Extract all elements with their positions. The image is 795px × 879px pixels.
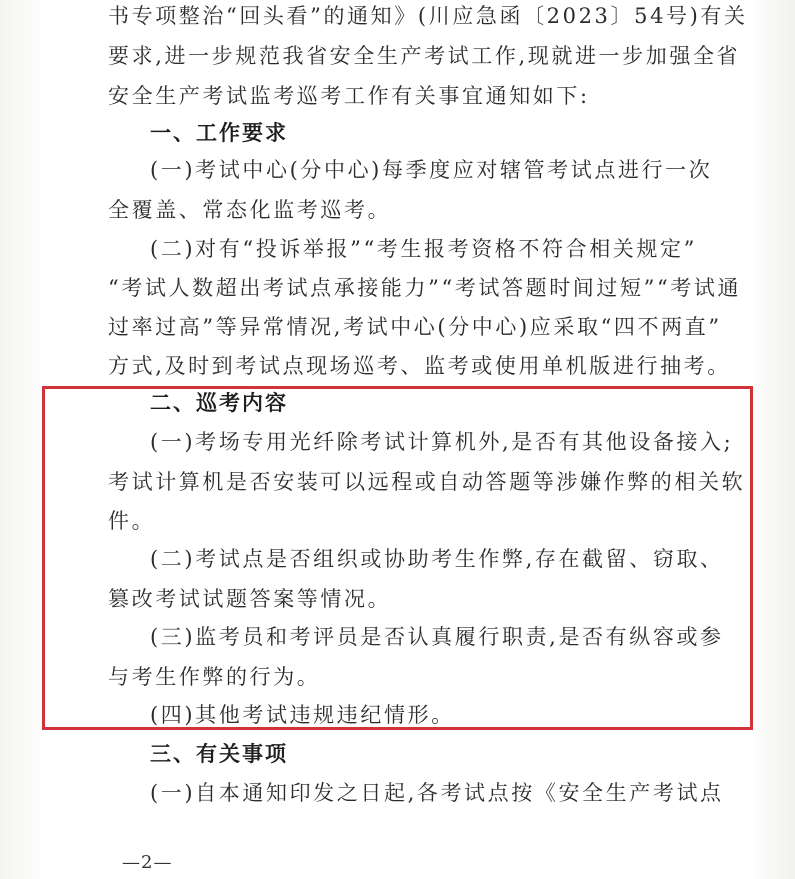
paragraph-line: (一)自本通知印发之日起,各考试点按《安全生产考试点	[150, 781, 724, 805]
section-heading-work-requirements: 一、工作要求	[150, 121, 288, 145]
paragraph-line: (一)考场专用光纤除考试计算机外,是否有其他设备接入;	[150, 430, 734, 454]
paragraph-line: 件。	[108, 509, 156, 533]
paragraph-line: 篡改考试试题答案等情况。	[108, 587, 392, 611]
paragraph-line: “考试人数超出考试点承接能力”“考试答题时间过短”“考试通	[108, 276, 742, 300]
paragraph-line: 全覆盖、常态化监考巡考。	[108, 198, 392, 222]
paragraph-line: 考试计算机是否安装可以远程或自动答题等涉嫌作弊的相关软	[108, 470, 746, 494]
paragraph-line: 方式,及时到考试点现场巡考、监考或使用单机版进行抽考。	[108, 354, 731, 378]
paragraph-line: (二)对有“投诉举报”“考生报考资格不符合相关规定”	[150, 237, 697, 261]
body-line: 安全生产考试监考巡考工作有关事宜通知如下:	[108, 84, 590, 108]
page-number: —2—	[122, 852, 173, 873]
body-line: 要求,进一步规范我省安全生产考试工作,现就进一步加强全省	[108, 44, 741, 68]
section-heading-inspection-content: 二、巡考内容	[150, 391, 288, 415]
paragraph-line: (三)监考员和考评员是否认真履行职责,是否有纵容或参	[150, 625, 724, 649]
body-line: 书专项整治“回头看”的通知》(川应急函〔2023〕54号)有关	[108, 4, 748, 28]
paragraph-line: 过率过高”等异常情况,考试中心(分中心)应采取“四不两直”	[108, 315, 722, 339]
paragraph-line: 与考生作弊的行为。	[108, 665, 321, 689]
section-heading-related-matters: 三、有关事项	[150, 742, 288, 766]
paragraph-line: (一)考试中心(分中心)每季度应对辖管考试点进行一次	[150, 158, 713, 182]
paragraph-line: (二)考试点是否组织或协助考生作弊,存在截留、窃取、	[150, 547, 724, 571]
paragraph-line: (四)其他考试违规违纪情形。	[150, 703, 455, 727]
